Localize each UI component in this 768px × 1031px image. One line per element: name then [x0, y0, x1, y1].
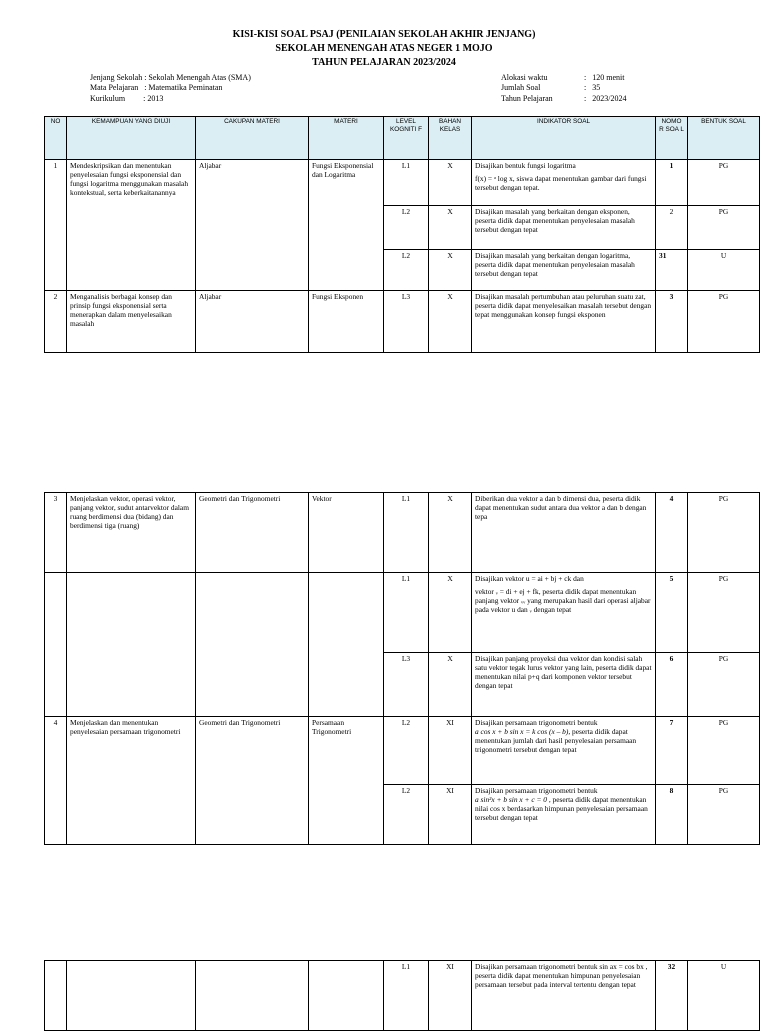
cell-bahan: XI	[429, 961, 472, 1031]
cell-materi	[309, 961, 384, 1031]
table-row	[45, 160, 760, 206]
col-header-bentuk: BENTUK SOAL	[688, 117, 760, 160]
cell-no: 2	[45, 291, 67, 353]
cell-bahan: X	[429, 653, 472, 717]
doc-title-line3: TAHUN PELAJARAN 2023/2024	[312, 57, 456, 68]
cell-level: L2	[384, 206, 429, 250]
cell-nomor: 6	[656, 653, 688, 717]
cell-materi: Vektor	[309, 493, 384, 573]
cell-nomor: 2	[656, 206, 688, 250]
cell-no: 3	[45, 493, 67, 573]
cell-kemampuan: Menjelaskan vektor, operasi vektor, panjang vektor, sudut antarvektor dalam ruang berdimensi dua (bidang) dan berdimensi tiga (ruang)	[67, 493, 196, 573]
cell-bentuk: PG	[688, 160, 760, 206]
cell-kemampuan	[67, 573, 196, 717]
equation-text: a sin²x + b sin x + c = 0	[475, 795, 547, 804]
col-header-cakupan: CAKUPAN MATERI	[196, 117, 309, 160]
kisi-table-part2	[44, 492, 760, 845]
meta-alokasi-label: Alokasi waktu	[501, 73, 548, 82]
cell-materi	[309, 573, 384, 717]
meta-jumlah-value: : 35	[584, 83, 601, 92]
meta-mapel: Mata Pelajaran : Matematika Peminatan	[90, 83, 223, 92]
meta-alokasi-value: : 120 menit	[584, 73, 625, 82]
cell-kemampuan: Mendeskripsikan dan menentukan penyelesaian fungsi eksponensial dan fungsi logaritma menggunakan masalah kontekstual, serta keberkaitanannya	[67, 160, 196, 291]
cell-level: L1	[384, 961, 429, 1031]
indikator-text: , peserta didik dapat menentukan jumlah dari hasil penyelesaian persamaan trigonometri tersebut dengan tepat	[475, 727, 637, 754]
indikator-line1: Disajikan vektor u = ai + bj + ck dan	[475, 574, 584, 583]
cell-indikator	[472, 785, 656, 845]
meta-jenjang: Jenjang Sekolah : Sekolah Menengah Atas (SMA)	[90, 73, 251, 82]
cell-no: 4	[45, 717, 67, 845]
cell-bentuk: PG	[688, 206, 760, 250]
cell-bentuk: PG	[688, 785, 760, 845]
col-header-no: NO	[45, 117, 67, 160]
doc-title-line2: SEKOLAH MENENGAH ATAS NEGER 1 MOJO	[275, 43, 493, 54]
col-header-indikator: INDIKATOR SOAL	[472, 117, 656, 160]
cell-no	[45, 961, 67, 1031]
equation-text: a cos x + b sin x = k cos (x – b)	[475, 727, 569, 736]
cell-bentuk: PG	[688, 717, 760, 785]
table-row	[45, 573, 760, 653]
cell-level: L3	[384, 291, 429, 353]
col-header-level: LEVEL KOGNITI F	[384, 117, 429, 160]
cell-materi: Fungsi Eksponen	[309, 291, 384, 353]
cell-cakupan	[196, 573, 309, 717]
cell-indikator: Disajikan masalah pertumbuhan atau peluruhan suatu zat, peserta didik dapat menyelesaikan masalah tersebut dengan tepat menggunakan konsep fungsi eksponen	[472, 291, 656, 353]
cell-kemampuan	[67, 961, 196, 1031]
cell-level: L1	[384, 160, 429, 206]
doc-title-line1: KISI-KISI SOAL PSAJ (PENILAIAN SEKOLAH AKHIR JENJANG)	[232, 29, 536, 40]
cell-level: L3	[384, 653, 429, 717]
cell-indikator: Disajikan masalah yang berkaitan dengan eksponen, peserta didik dapat menentukan penyelesaian masalah tersebut dengan tepat	[472, 206, 656, 250]
cell-nomor: 31	[656, 250, 688, 291]
cell-indikator: Disajikan persamaan trigonometri bentuk sin ax = cos bx , peserta didik dapat menentukan himpunan penyelesaian persamaan tersebut pada interval tertentu dengan tepat	[472, 961, 656, 1031]
cell-nomor: 7	[656, 717, 688, 785]
col-header-nomor: NOMO R SOA L	[656, 117, 688, 160]
meta-jumlah-label: Jumlah Soal	[501, 83, 541, 92]
cell-level: L1	[384, 573, 429, 653]
cell-indikator: Diberikan dua vektor a dan b dimensi dua, peserta didik dapat menentukan sudut antara dua vektor a dan b dengan tepa	[472, 493, 656, 573]
meta-kurikulum: Kurikulum : 2013	[90, 94, 164, 103]
indikator-text: Disajikan persamaan trigonometri bentuk	[475, 786, 598, 795]
col-header-bahan: BAHAN KELAS	[429, 117, 472, 160]
cell-level: L1	[384, 493, 429, 573]
cell-level: L2	[384, 785, 429, 845]
cell-no	[45, 573, 67, 717]
cell-bentuk: PG	[688, 493, 760, 573]
cell-nomor: 5	[656, 573, 688, 653]
table-row	[45, 717, 760, 785]
cell-cakupan: Geometri dan Trigonometri	[196, 493, 309, 573]
indikator-line2: f(x) = ᵃ log x, siswa dapat menentukan gambar dari fungsi tersebut dengan tepat.	[475, 174, 647, 192]
cell-nomor: 32	[656, 961, 688, 1031]
table-header-row	[45, 117, 760, 160]
cell-kemampuan: Menganalisis berbagai konsep dan prinsip fungsi eksponensial serta menerapkan dalam menyelesaikan masalah	[67, 291, 196, 353]
indikator-text: Disajikan persamaan trigonometri bentuk	[475, 718, 598, 727]
indikator-line2: vektor ᵥ = di + ej + fk, peserta didik dapat menentukan panjang vektor ᵥᵥ yang merupakan hasil dari operasi aljabar pada vektor u dan ᵥ dengan tepat	[475, 587, 651, 614]
cell-bahan: XI	[429, 717, 472, 785]
cell-bahan: X	[429, 250, 472, 291]
cell-bentuk: PG	[688, 653, 760, 717]
cell-bahan: X	[429, 206, 472, 250]
cell-indikator: Disajikan masalah yang berkaitan dengan logaritma, peserta didik dapat menentukan penyelesaian masalah tersebut dengan tepat	[472, 250, 656, 291]
cell-bahan: X	[429, 573, 472, 653]
cell-cakupan: Geometri dan Trigonometri	[196, 717, 309, 845]
table-row	[45, 961, 760, 1031]
cell-kemampuan: Menjelaskan dan menentukan penyelesaian persamaan trigonometri	[67, 717, 196, 845]
cell-indikator	[472, 160, 656, 206]
cell-bahan: XI	[429, 785, 472, 845]
cell-cakupan: Aljabar	[196, 160, 309, 291]
meta-tahun-label: Tahun Pelajaran	[501, 94, 553, 103]
cell-bahan: X	[429, 291, 472, 353]
cell-indikator	[472, 573, 656, 653]
col-header-kemampuan: KEMAMPUAN YANG DIUJI	[67, 117, 196, 160]
cell-no: 1	[45, 160, 67, 291]
col-header-materi: MATERI	[309, 117, 384, 160]
cell-bentuk: U	[688, 250, 760, 291]
cell-indikator	[472, 717, 656, 785]
cell-bahan: X	[429, 160, 472, 206]
cell-bentuk: U	[688, 961, 760, 1031]
cell-level: L2	[384, 250, 429, 291]
cell-bentuk: PG	[688, 291, 760, 353]
cell-level: L2	[384, 717, 429, 785]
cell-nomor: 8	[656, 785, 688, 845]
meta-tahun-value: : 2023/2024	[584, 94, 627, 103]
table-row	[45, 291, 760, 353]
cell-materi: Fungsi Eksponensial dan Logaritma	[309, 160, 384, 291]
table-row	[45, 493, 760, 573]
cell-cakupan	[196, 961, 309, 1031]
cell-bahan: X	[429, 493, 472, 573]
indikator-text: , peserta didik dapat menentukan nilai cos x berdasarkan himpunan penyelesaian persamaan tersebut dengan tepat	[475, 795, 648, 822]
kisi-table-part1	[44, 116, 760, 353]
cell-nomor: 1	[656, 160, 688, 206]
cell-bentuk: PG	[688, 573, 760, 653]
cell-indikator: Disajikan panjang proyeksi dua vektor dan kondisi salah satu vektor tegak lurus vektor yang lain, peserta didik dapat menentukan nilai p+q dari komponen vektor tersebut dengan tepat	[472, 653, 656, 717]
cell-nomor: 4	[656, 493, 688, 573]
cell-materi: Persamaan Trigonometri	[309, 717, 384, 845]
kisi-table-part3	[44, 960, 760, 1031]
cell-cakupan: Aljabar	[196, 291, 309, 353]
cell-nomor: 3	[656, 291, 688, 353]
indikator-line1: Disajikan bentuk fungsi logaritma	[475, 161, 576, 170]
